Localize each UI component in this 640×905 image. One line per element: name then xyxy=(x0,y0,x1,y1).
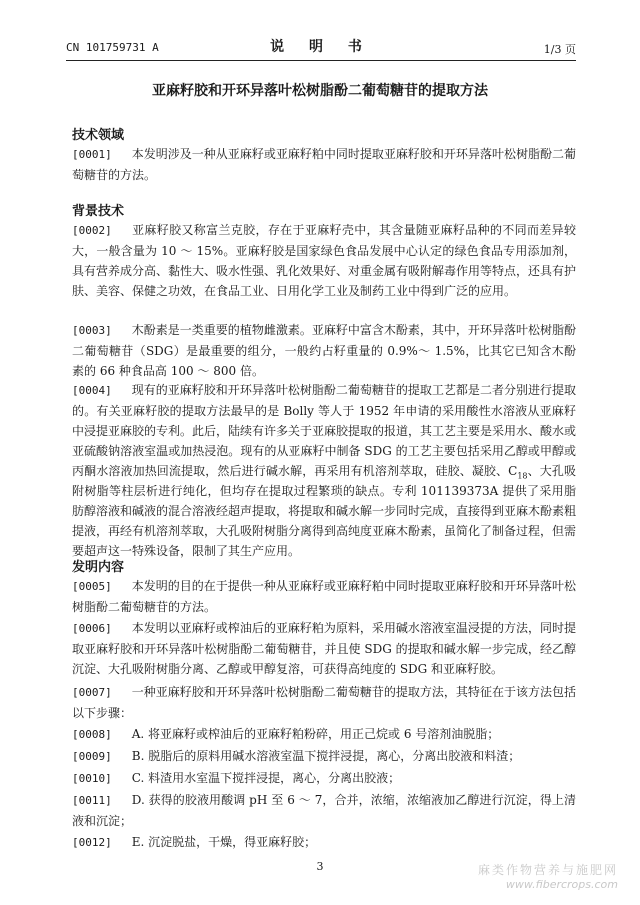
paragraph-text: 亚麻籽胶又称富兰克胶，存在于亚麻籽壳中，其含量随亚麻籽品种的不同而差异较大，一般含量为 10 ～ 15%。亚麻籽胶是国家绿色食品发展中心认定的绿色食品专用添加剂，具有营养成分高、黏性大、吸水性强、乳化效果好、对重金属有吸附解毒作用等特点，还具有护肤、美容、保健之功效，在食品工业、日用化学工业及制药工业中得到广泛的应用。 xyxy=(72,223,577,298)
paragraph-text: C. 料渣用水室温下搅拌浸提，离心，分离出胶液； xyxy=(131,771,401,785)
header-divider xyxy=(66,60,576,61)
page-number: 3 xyxy=(316,860,324,873)
paragraph-text: 本发明以亚麻籽或榨油后的亚麻籽粕为原料，采用碱水溶液室温浸提的方法，同时提取亚麻籽胶和开环异落叶松树脂酚二葡萄糖苷，并且使 SDG 的提取和碱水解一步完成，经乙醇沉淀、大孔吸附树脂分离、乙醇或甲醇复溶，可获得高纯度的 SDG 和亚麻籽胶。 xyxy=(72,621,576,676)
page-indicator: 1/3 页 xyxy=(543,43,576,56)
section-heading-background: 背景技术 xyxy=(72,204,125,219)
paragraph-number: [0004] xyxy=(72,384,112,397)
paragraph-0006 xyxy=(72,618,576,679)
paragraph-0002 xyxy=(72,220,576,301)
paragraph-text-continued: 、大孔吸附树脂等柱层析进行纯化，但均存在提取过程繁琐的缺点。专利 101139373A 提供了采用脂肪醇溶液和碱液的混合溶液经超声提取，将提取和碱水解一步同时完成，直接得到亚麻木酚素粗提液，再经有机溶剂萃取，大孔吸附树脂分离得到高纯度亚麻木酚素，虽简化了制备过程，但需要超声这一特殊设备，限制了其生产应用。 xyxy=(72,464,577,558)
paragraph-number: [0011] xyxy=(72,794,112,807)
paragraph-0009 xyxy=(72,746,576,767)
watermark-url: www.fibercrops.com xyxy=(505,878,618,891)
paragraph-text: E. 沉淀脱盐，干燥，得亚麻籽胶； xyxy=(131,835,317,849)
paragraph-text: B. 脱脂后的原料用碱水溶液室温下搅拌浸提，离心，分离出胶液和料渣； xyxy=(131,749,521,763)
section-heading-tech-field: 技术领域 xyxy=(72,128,125,143)
document-type: 说 明 书 xyxy=(270,39,372,55)
paragraph-number: [0003] xyxy=(72,324,112,337)
paragraph-number: [0002] xyxy=(72,224,112,237)
paragraph-number: [0005] xyxy=(72,580,112,593)
paragraph-number: [0008] xyxy=(72,728,112,741)
page-header xyxy=(66,36,576,58)
paragraph-number: [0006] xyxy=(72,622,112,635)
paragraph-text: 本发明的目的在于提供一种从亚麻籽或亚麻籽粕中同时提取亚麻籽胶和开环异落叶松树脂酚二葡萄糖苷的方法。 xyxy=(72,579,576,614)
paragraph-0001 xyxy=(72,144,576,185)
paragraph-0004 xyxy=(72,380,576,561)
paragraph-number: [0007] xyxy=(72,686,112,699)
watermark-site-name: 麻类作物营养与施肥网 xyxy=(477,863,618,877)
site-watermark xyxy=(478,861,618,891)
paragraph-0010 xyxy=(72,768,576,789)
paragraph-number: [0009] xyxy=(72,750,112,763)
paragraph-0003 xyxy=(72,320,576,381)
paragraph-0007 xyxy=(72,682,576,723)
paragraph-0012 xyxy=(72,832,576,853)
paragraph-0008 xyxy=(72,724,576,745)
paragraph-number: [0001] xyxy=(72,148,112,161)
paragraph-0005 xyxy=(72,576,576,617)
subscript: 18 xyxy=(517,471,528,481)
paragraph-0011 xyxy=(72,790,576,831)
paragraph-text: 木酚素是一类重要的植物雌激素。亚麻籽中富含木酚素，其中，开环异落叶松树脂酚二葡萄糖苷（SDG）是最重要的组分，一般约占籽重量的 0.9%～ 1.5%，比其它已知含木酚素的 66 种食品高 100 ～ 800 倍。 xyxy=(72,323,576,378)
paragraph-text: 本发明涉及一种从亚麻籽或亚麻籽粕中同时提取亚麻籽胶和开环异落叶松树脂酚二葡萄糖苷的方法。 xyxy=(72,147,576,182)
patent-number: CN 101759731 A xyxy=(66,41,159,54)
paragraph-number: [0010] xyxy=(72,772,112,785)
paragraph-number: [0012] xyxy=(72,836,112,849)
paragraph-text: 现有的亚麻籽胶和开环异落叶松树脂酚二葡萄糖苷的提取工艺都是二者分别进行提取的。有关亚麻籽胶的提取方法最早的是 Bolly 等人于 1952 年申请的采用酸性水溶液从亚麻籽中浸提亚麻胶的专利。此后，陆续有许多关于亚麻胶提取的报道，其工艺主要是采用水、酸水或亚硫酸钠溶液室温或加热浸泡。现有的从亚麻籽中制备 SDG 的工艺主要包括采用乙醇或甲醇或丙酮水溶液加热回流提取，然后进行碱水解，再采用有机溶剂萃取，硅胶、凝胶、C xyxy=(72,383,577,478)
document-title: 亚麻籽胶和开环异落叶松树脂酚二葡萄糖苷的提取方法 xyxy=(152,83,488,99)
section-heading-invention: 发明内容 xyxy=(72,560,125,575)
paragraph-text: D. 获得的胶液用酸调 pH 至 6 ～ 7，合并，浓缩，浓缩液加乙醇进行沉淀，得上清液和沉淀； xyxy=(72,793,576,828)
paragraph-text: 一种亚麻籽胶和开环异落叶松树脂酚二葡萄糖苷的提取方法，其特征在于该方法包括以下步骤： xyxy=(72,685,576,720)
paragraph-text: A. 将亚麻籽或榨油后的亚麻籽粕粉碎，用正己烷或 6 号溶剂油脱脂； xyxy=(131,727,500,741)
